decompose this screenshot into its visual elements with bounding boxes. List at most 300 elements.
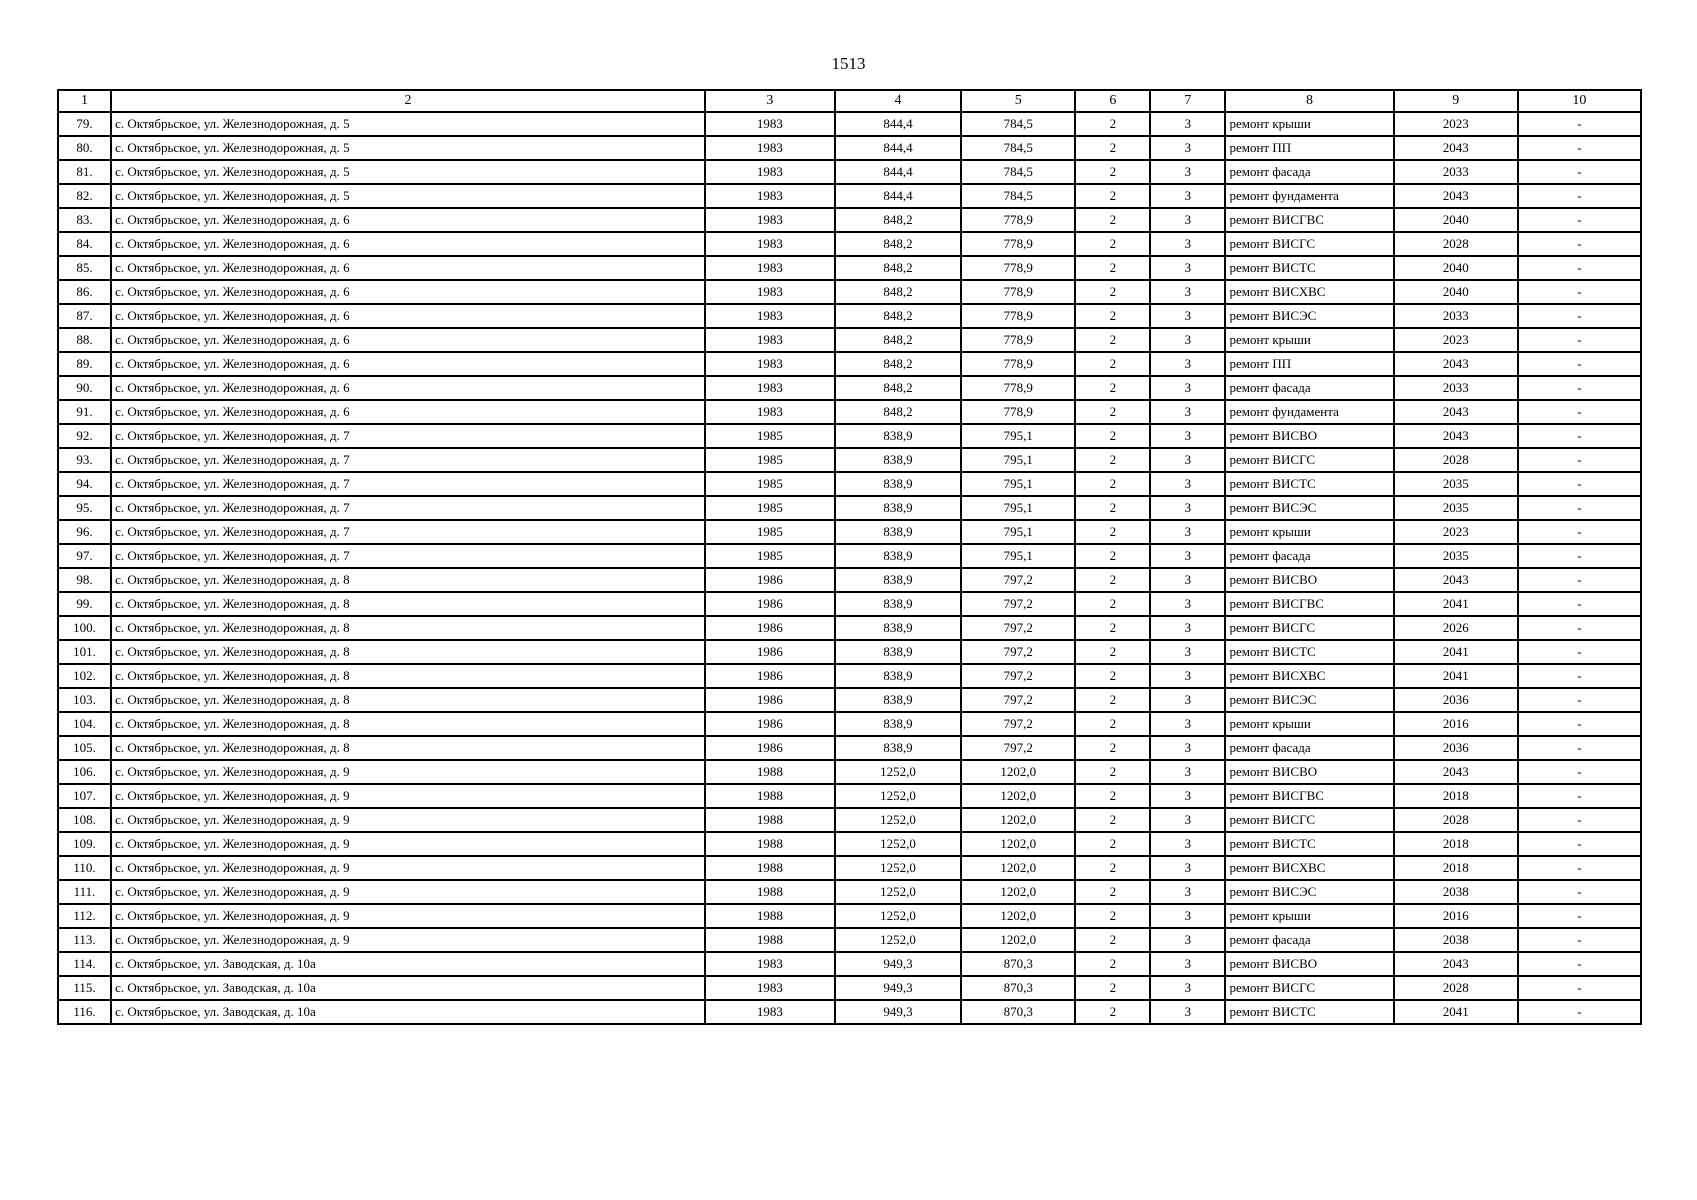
living-area-cell: 784,5	[961, 112, 1075, 136]
floors-cell: 2	[1075, 688, 1150, 712]
table-row	[58, 616, 1641, 640]
total-area-cell: 844,4	[835, 160, 961, 184]
entrances-cell: 3	[1150, 304, 1225, 328]
address-cell: с. Октябрьское, ул. Железнодорожная, д. 9	[111, 832, 705, 856]
row-number-cell: 112.	[58, 904, 111, 928]
column-header: 10	[1518, 90, 1641, 112]
total-area-cell: 848,2	[835, 352, 961, 376]
floors-cell: 2	[1075, 784, 1150, 808]
table-row	[58, 1000, 1641, 1024]
total-area-cell: 848,2	[835, 256, 961, 280]
living-area-cell: 1202,0	[961, 808, 1075, 832]
planned-year-cell: 2035	[1394, 496, 1518, 520]
living-area-cell: 1202,0	[961, 856, 1075, 880]
floors-cell: 2	[1075, 184, 1150, 208]
year-built-cell: 1986	[705, 592, 835, 616]
row-number-cell: 82.	[58, 184, 111, 208]
floors-cell: 2	[1075, 736, 1150, 760]
address-cell: с. Октябрьское, ул. Железнодорожная, д. 6	[111, 328, 705, 352]
address-cell: с. Октябрьское, ул. Железнодорожная, д. 6	[111, 352, 705, 376]
work-type-cell: ремонт ПП	[1225, 352, 1393, 376]
planned-year-cell: 2035	[1394, 544, 1518, 568]
column-header: 8	[1225, 90, 1393, 112]
address-cell: с. Октябрьское, ул. Железнодорожная, д. 6	[111, 280, 705, 304]
floors-cell: 2	[1075, 352, 1150, 376]
row-number-cell: 111.	[58, 880, 111, 904]
work-type-cell: ремонт фасада	[1225, 160, 1393, 184]
living-area-cell: 797,2	[961, 640, 1075, 664]
living-area-cell: 784,5	[961, 136, 1075, 160]
total-area-cell: 848,2	[835, 232, 961, 256]
work-type-cell: ремонт ВИСХВС	[1225, 664, 1393, 688]
entrances-cell: 3	[1150, 352, 1225, 376]
entrances-cell: 3	[1150, 832, 1225, 856]
living-area-cell: 795,1	[961, 424, 1075, 448]
note-cell: -	[1518, 712, 1641, 736]
floors-cell: 2	[1075, 424, 1150, 448]
planned-year-cell: 2018	[1394, 832, 1518, 856]
entrances-cell: 3	[1150, 472, 1225, 496]
living-area-cell: 778,9	[961, 376, 1075, 400]
total-area-cell: 949,3	[835, 952, 961, 976]
total-area-cell: 838,9	[835, 616, 961, 640]
note-cell: -	[1518, 640, 1641, 664]
living-area-cell: 797,2	[961, 688, 1075, 712]
total-area-cell: 838,9	[835, 520, 961, 544]
table-row	[58, 760, 1641, 784]
year-built-cell: 1986	[705, 688, 835, 712]
note-cell: -	[1518, 1000, 1641, 1024]
address-cell: с. Октябрьское, ул. Железнодорожная, д. 7	[111, 544, 705, 568]
floors-cell: 2	[1075, 808, 1150, 832]
entrances-cell: 3	[1150, 448, 1225, 472]
floors-cell: 2	[1075, 520, 1150, 544]
note-cell: -	[1518, 232, 1641, 256]
floors-cell: 2	[1075, 496, 1150, 520]
row-number-cell: 96.	[58, 520, 111, 544]
year-built-cell: 1983	[705, 304, 835, 328]
total-area-cell: 838,9	[835, 424, 961, 448]
floors-cell: 2	[1075, 904, 1150, 928]
floors-cell: 2	[1075, 280, 1150, 304]
row-number-cell: 90.	[58, 376, 111, 400]
address-cell: с. Октябрьское, ул. Заводская, д. 10а	[111, 952, 705, 976]
table-row	[58, 304, 1641, 328]
address-cell: с. Октябрьское, ул. Железнодорожная, д. 5	[111, 160, 705, 184]
floors-cell: 2	[1075, 880, 1150, 904]
total-area-cell: 838,9	[835, 688, 961, 712]
note-cell: -	[1518, 520, 1641, 544]
column-header: 3	[705, 90, 835, 112]
entrances-cell: 3	[1150, 880, 1225, 904]
year-built-cell: 1988	[705, 904, 835, 928]
table-row	[58, 496, 1641, 520]
planned-year-cell: 2043	[1394, 400, 1518, 424]
year-built-cell: 1988	[705, 856, 835, 880]
year-built-cell: 1986	[705, 664, 835, 688]
living-area-cell: 1202,0	[961, 784, 1075, 808]
row-number-cell: 92.	[58, 424, 111, 448]
floors-cell: 2	[1075, 136, 1150, 160]
work-type-cell: ремонт ВИСТС	[1225, 472, 1393, 496]
entrances-cell: 3	[1150, 952, 1225, 976]
row-number-cell: 110.	[58, 856, 111, 880]
work-type-cell: ремонт ВИСЭС	[1225, 496, 1393, 520]
year-built-cell: 1988	[705, 880, 835, 904]
entrances-cell: 3	[1150, 136, 1225, 160]
living-area-cell: 795,1	[961, 544, 1075, 568]
planned-year-cell: 2043	[1394, 760, 1518, 784]
planned-year-cell: 2033	[1394, 160, 1518, 184]
table-row	[58, 976, 1641, 1000]
note-cell: -	[1518, 856, 1641, 880]
address-cell: с. Октябрьское, ул. Железнодорожная, д. 5	[111, 136, 705, 160]
entrances-cell: 3	[1150, 376, 1225, 400]
address-cell: с. Октябрьское, ул. Железнодорожная, д. 9	[111, 784, 705, 808]
entrances-cell: 3	[1150, 424, 1225, 448]
total-area-cell: 838,9	[835, 448, 961, 472]
table-row	[58, 448, 1641, 472]
column-header: 4	[835, 90, 961, 112]
work-type-cell: ремонт ВИСВО	[1225, 760, 1393, 784]
floors-cell: 2	[1075, 472, 1150, 496]
table-row	[58, 544, 1641, 568]
work-type-cell: ремонт крыши	[1225, 712, 1393, 736]
work-type-cell: ремонт ВИСХВС	[1225, 280, 1393, 304]
work-type-cell: ремонт крыши	[1225, 904, 1393, 928]
year-built-cell: 1983	[705, 208, 835, 232]
planned-year-cell: 2041	[1394, 640, 1518, 664]
address-cell: с. Октябрьское, ул. Железнодорожная, д. 7	[111, 448, 705, 472]
table-row	[58, 856, 1641, 880]
address-cell: с. Октябрьское, ул. Железнодорожная, д. 6	[111, 208, 705, 232]
entrances-cell: 3	[1150, 640, 1225, 664]
note-cell: -	[1518, 664, 1641, 688]
floors-cell: 2	[1075, 400, 1150, 424]
year-built-cell: 1983	[705, 232, 835, 256]
note-cell: -	[1518, 256, 1641, 280]
total-area-cell: 848,2	[835, 400, 961, 424]
entrances-cell: 3	[1150, 736, 1225, 760]
note-cell: -	[1518, 880, 1641, 904]
address-cell: с. Октябрьское, ул. Железнодорожная, д. 7	[111, 520, 705, 544]
total-area-cell: 848,2	[835, 376, 961, 400]
table-row	[58, 592, 1641, 616]
planned-year-cell: 2033	[1394, 304, 1518, 328]
table-row	[58, 424, 1641, 448]
row-number-cell: 115.	[58, 976, 111, 1000]
total-area-cell: 844,4	[835, 184, 961, 208]
total-area-cell: 838,9	[835, 568, 961, 592]
floors-cell: 2	[1075, 976, 1150, 1000]
total-area-cell: 838,9	[835, 640, 961, 664]
address-cell: с. Октябрьское, ул. Заводская, д. 10а	[111, 976, 705, 1000]
work-type-cell: ремонт ВИСГВС	[1225, 784, 1393, 808]
floors-cell: 2	[1075, 160, 1150, 184]
work-type-cell: ремонт ВИСВО	[1225, 952, 1393, 976]
work-type-cell: ремонт ВИСВО	[1225, 568, 1393, 592]
note-cell: -	[1518, 496, 1641, 520]
entrances-cell: 3	[1150, 808, 1225, 832]
living-area-cell: 778,9	[961, 280, 1075, 304]
living-area-cell: 778,9	[961, 208, 1075, 232]
entrances-cell: 3	[1150, 400, 1225, 424]
year-built-cell: 1988	[705, 760, 835, 784]
planned-year-cell: 2043	[1394, 136, 1518, 160]
note-cell: -	[1518, 424, 1641, 448]
living-area-cell: 778,9	[961, 256, 1075, 280]
work-type-cell: ремонт фундамента	[1225, 184, 1393, 208]
address-cell: с. Октябрьское, ул. Железнодорожная, д. 9	[111, 808, 705, 832]
work-type-cell: ремонт фундамента	[1225, 400, 1393, 424]
row-number-cell: 105.	[58, 736, 111, 760]
address-cell: с. Октябрьское, ул. Железнодорожная, д. 9	[111, 904, 705, 928]
planned-year-cell: 2018	[1394, 856, 1518, 880]
work-type-cell: ремонт ВИСГС	[1225, 232, 1393, 256]
work-type-cell: ремонт ВИСТС	[1225, 640, 1393, 664]
planned-year-cell: 2028	[1394, 232, 1518, 256]
row-number-cell: 94.	[58, 472, 111, 496]
entrances-cell: 3	[1150, 976, 1225, 1000]
column-header: 2	[111, 90, 705, 112]
entrances-cell: 3	[1150, 592, 1225, 616]
floors-cell: 2	[1075, 568, 1150, 592]
living-area-cell: 784,5	[961, 160, 1075, 184]
work-type-cell: ремонт фасада	[1225, 736, 1393, 760]
work-type-cell: ремонт ВИСЭС	[1225, 880, 1393, 904]
entrances-cell: 3	[1150, 568, 1225, 592]
note-cell: -	[1518, 928, 1641, 952]
entrances-cell: 3	[1150, 160, 1225, 184]
work-type-cell: ремонт крыши	[1225, 520, 1393, 544]
total-area-cell: 1252,0	[835, 928, 961, 952]
note-cell: -	[1518, 760, 1641, 784]
address-cell: с. Октябрьское, ул. Железнодорожная, д. 9	[111, 760, 705, 784]
planned-year-cell: 2040	[1394, 256, 1518, 280]
year-built-cell: 1983	[705, 952, 835, 976]
year-built-cell: 1988	[705, 808, 835, 832]
row-number-cell: 98.	[58, 568, 111, 592]
table-row	[58, 376, 1641, 400]
floors-cell: 2	[1075, 616, 1150, 640]
row-number-cell: 114.	[58, 952, 111, 976]
address-cell: с. Октябрьское, ул. Железнодорожная, д. 8	[111, 640, 705, 664]
total-area-cell: 844,4	[835, 136, 961, 160]
work-type-cell: ремонт ВИСХВС	[1225, 856, 1393, 880]
year-built-cell: 1985	[705, 424, 835, 448]
row-number-cell: 108.	[58, 808, 111, 832]
table-row	[58, 952, 1641, 976]
planned-year-cell: 2041	[1394, 1000, 1518, 1024]
planned-year-cell: 2041	[1394, 664, 1518, 688]
note-cell: -	[1518, 352, 1641, 376]
work-type-cell: ремонт ВИСВО	[1225, 424, 1393, 448]
total-area-cell: 838,9	[835, 736, 961, 760]
row-number-cell: 80.	[58, 136, 111, 160]
planned-year-cell: 2040	[1394, 280, 1518, 304]
table-row	[58, 640, 1641, 664]
total-area-cell: 848,2	[835, 280, 961, 304]
address-cell: с. Октябрьское, ул. Железнодорожная, д. 9	[111, 928, 705, 952]
floors-cell: 2	[1075, 208, 1150, 232]
address-cell: с. Октябрьское, ул. Заводская, д. 10а	[111, 1000, 705, 1024]
work-type-cell: ремонт ВИСЭС	[1225, 304, 1393, 328]
table-row	[58, 112, 1641, 136]
year-built-cell: 1986	[705, 616, 835, 640]
floors-cell: 2	[1075, 640, 1150, 664]
planned-year-cell: 2028	[1394, 976, 1518, 1000]
work-type-cell: ремонт фасада	[1225, 544, 1393, 568]
work-type-cell: ремонт ВИСТС	[1225, 1000, 1393, 1024]
floors-cell: 2	[1075, 952, 1150, 976]
floors-cell: 2	[1075, 712, 1150, 736]
row-number-cell: 79.	[58, 112, 111, 136]
year-built-cell: 1983	[705, 256, 835, 280]
table-row	[58, 568, 1641, 592]
table-row	[58, 232, 1641, 256]
address-cell: с. Октябрьское, ул. Железнодорожная, д. 5	[111, 112, 705, 136]
living-area-cell: 1202,0	[961, 832, 1075, 856]
entrances-cell: 3	[1150, 904, 1225, 928]
work-type-cell: ремонт ВИСГС	[1225, 976, 1393, 1000]
living-area-cell: 1202,0	[961, 928, 1075, 952]
year-built-cell: 1983	[705, 976, 835, 1000]
planned-year-cell: 2038	[1394, 880, 1518, 904]
floors-cell: 2	[1075, 544, 1150, 568]
note-cell: -	[1518, 592, 1641, 616]
planned-year-cell: 2040	[1394, 208, 1518, 232]
table-row	[58, 664, 1641, 688]
entrances-cell: 3	[1150, 280, 1225, 304]
total-area-cell: 848,2	[835, 304, 961, 328]
year-built-cell: 1983	[705, 280, 835, 304]
living-area-cell: 795,1	[961, 448, 1075, 472]
address-cell: с. Октябрьское, ул. Железнодорожная, д. 7	[111, 424, 705, 448]
year-built-cell: 1985	[705, 520, 835, 544]
address-cell: с. Октябрьское, ул. Железнодорожная, д. 7	[111, 472, 705, 496]
note-cell: -	[1518, 448, 1641, 472]
year-built-cell: 1985	[705, 544, 835, 568]
planned-year-cell: 2043	[1394, 568, 1518, 592]
note-cell: -	[1518, 304, 1641, 328]
floors-cell: 2	[1075, 856, 1150, 880]
table-row	[58, 808, 1641, 832]
address-cell: с. Октябрьское, ул. Железнодорожная, д. 8	[111, 664, 705, 688]
entrances-cell: 3	[1150, 544, 1225, 568]
planned-year-cell: 2033	[1394, 376, 1518, 400]
planned-year-cell: 2038	[1394, 928, 1518, 952]
work-type-cell: ремонт фасада	[1225, 376, 1393, 400]
address-cell: с. Октябрьское, ул. Железнодорожная, д. 6	[111, 376, 705, 400]
table-row	[58, 904, 1641, 928]
row-number-cell: 88.	[58, 328, 111, 352]
total-area-cell: 838,9	[835, 592, 961, 616]
work-type-cell: ремонт ВИСГС	[1225, 448, 1393, 472]
note-cell: -	[1518, 568, 1641, 592]
row-number-cell: 84.	[58, 232, 111, 256]
planned-year-cell: 2028	[1394, 808, 1518, 832]
planned-year-cell: 2043	[1394, 184, 1518, 208]
table-row	[58, 784, 1641, 808]
total-area-cell: 1252,0	[835, 880, 961, 904]
living-area-cell: 797,2	[961, 736, 1075, 760]
address-cell: с. Октябрьское, ул. Железнодорожная, д. 6	[111, 400, 705, 424]
floors-cell: 2	[1075, 448, 1150, 472]
row-number-cell: 107.	[58, 784, 111, 808]
table-row	[58, 880, 1641, 904]
row-number-cell: 85.	[58, 256, 111, 280]
note-cell: -	[1518, 808, 1641, 832]
total-area-cell: 838,9	[835, 472, 961, 496]
living-area-cell: 870,3	[961, 976, 1075, 1000]
table-row	[58, 400, 1641, 424]
work-type-cell: ремонт фасада	[1225, 928, 1393, 952]
note-cell: -	[1518, 472, 1641, 496]
living-area-cell: 1202,0	[961, 880, 1075, 904]
note-cell: -	[1518, 616, 1641, 640]
planned-year-cell: 2023	[1394, 328, 1518, 352]
work-type-cell: ремонт ВИСГС	[1225, 808, 1393, 832]
row-number-cell: 95.	[58, 496, 111, 520]
note-cell: -	[1518, 904, 1641, 928]
year-built-cell: 1983	[705, 400, 835, 424]
address-cell: с. Октябрьское, ул. Железнодорожная, д. 9	[111, 856, 705, 880]
address-cell: с. Октябрьское, ул. Железнодорожная, д. 8	[111, 712, 705, 736]
floors-cell: 2	[1075, 256, 1150, 280]
year-built-cell: 1985	[705, 496, 835, 520]
planned-year-cell: 2018	[1394, 784, 1518, 808]
row-number-cell: 83.	[58, 208, 111, 232]
entrances-cell: 3	[1150, 496, 1225, 520]
note-cell: -	[1518, 376, 1641, 400]
note-cell: -	[1518, 136, 1641, 160]
entrances-cell: 3	[1150, 208, 1225, 232]
column-header: 6	[1075, 90, 1150, 112]
table-body	[58, 112, 1641, 1024]
year-built-cell: 1983	[705, 352, 835, 376]
row-number-cell: 113.	[58, 928, 111, 952]
table-row	[58, 256, 1641, 280]
total-area-cell: 838,9	[835, 664, 961, 688]
table-row	[58, 712, 1641, 736]
living-area-cell: 870,3	[961, 952, 1075, 976]
planned-year-cell: 2043	[1394, 352, 1518, 376]
column-header: 1	[58, 90, 111, 112]
floors-cell: 2	[1075, 1000, 1150, 1024]
note-cell: -	[1518, 784, 1641, 808]
table-row	[58, 832, 1641, 856]
planned-year-cell: 2028	[1394, 448, 1518, 472]
note-cell: -	[1518, 280, 1641, 304]
work-type-cell: ремонт ПП	[1225, 136, 1393, 160]
note-cell: -	[1518, 112, 1641, 136]
entrances-cell: 3	[1150, 688, 1225, 712]
column-header: 9	[1394, 90, 1518, 112]
living-area-cell: 1202,0	[961, 760, 1075, 784]
floors-cell: 2	[1075, 760, 1150, 784]
address-cell: с. Октябрьское, ул. Железнодорожная, д. 8	[111, 736, 705, 760]
row-number-cell: 106.	[58, 760, 111, 784]
work-type-cell: ремонт ВИСГВС	[1225, 592, 1393, 616]
row-number-cell: 100.	[58, 616, 111, 640]
table-row	[58, 208, 1641, 232]
living-area-cell: 797,2	[961, 664, 1075, 688]
work-type-cell: ремонт ВИСГВС	[1225, 208, 1393, 232]
floors-cell: 2	[1075, 664, 1150, 688]
table-row	[58, 136, 1641, 160]
row-number-cell: 97.	[58, 544, 111, 568]
floors-cell: 2	[1075, 112, 1150, 136]
